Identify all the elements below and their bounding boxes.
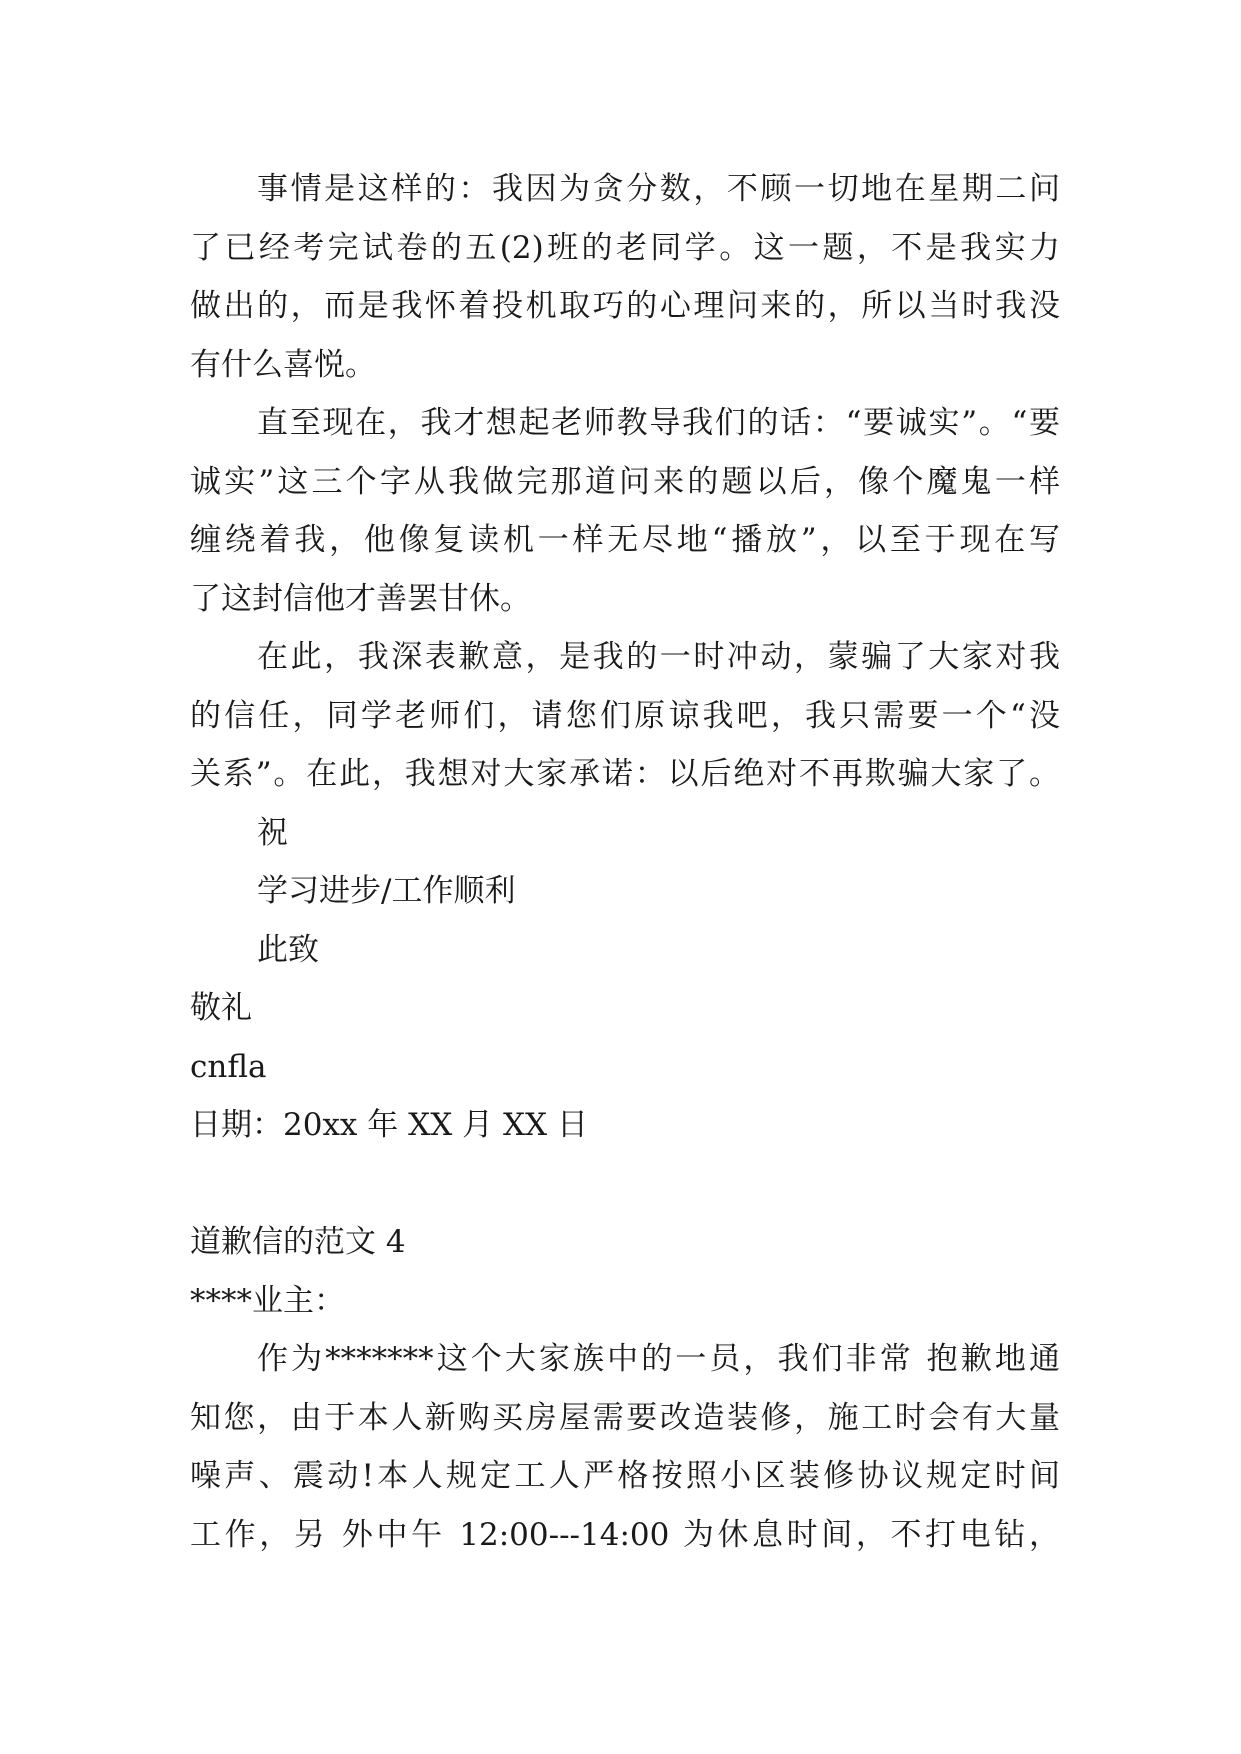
- section-gap: [190, 1155, 1060, 1214]
- salutation: ****业主：: [190, 1282, 345, 1319]
- text-line: 的信任，同学老师们，请您们原谅我吧，我只需要一个“没: [190, 697, 1060, 734]
- closing-zhu: 祝: [257, 814, 288, 851]
- text-line: 缠绕着我，他像复读机一样无尽地“播放”，以至于现在写: [190, 522, 1060, 558]
- paragraph-3: [190, 628, 1060, 804]
- paragraph-2: [190, 394, 1060, 628]
- document-content: [190, 160, 1060, 1564]
- text-line: 作为*******这个大家族中的一员，我们非常 抱歉地通: [257, 1341, 1060, 1377]
- text-line: 噪声、震动!本人规定工人严格按照小区装修协议规定时间: [190, 1458, 1060, 1494]
- closing-cizhi: 此致: [257, 931, 319, 968]
- letter-date: 日期：20xx 年 XX 月 XX 日: [190, 1107, 588, 1143]
- text-line: 有什么喜悦。: [190, 346, 376, 383]
- text-line: 在此，我深表歉意，是我的一时冲动，蒙骗了大家对我: [257, 639, 1060, 675]
- section-title: 道歉信的范文 4: [190, 1224, 406, 1260]
- text-line: 直至现在，我才想起老师教导我们的话：“要诚实”。“要: [257, 405, 1060, 441]
- text-line: 工作，另 外中午 12:00---14:00 为休息时间，不打电钻，: [190, 1516, 1060, 1553]
- text-line: 做出的，而是我怀着投机取巧的心理问来的，所以当时我没: [190, 288, 1060, 324]
- paragraph-1: [190, 160, 1060, 394]
- text-line: 事情是这样的：我因为贪分数，不顾一切地在星期二问: [257, 171, 1060, 207]
- text-line: 了已经考完试卷的五(2)班的老同学。这一题，不是我实力: [190, 229, 1060, 266]
- closing-wish: 学习进步/工作顺利: [257, 873, 516, 909]
- letter-closing: [190, 804, 1060, 1155]
- text-line: 关系”。在此，我想对大家承诺：以后绝对不再欺骗大家了。: [190, 756, 1060, 792]
- closing-jingli: 敬礼: [190, 990, 252, 1026]
- signature: cnfla: [190, 1048, 267, 1085]
- text-line: 诚实”这三个字从我做完那道问来的题以后，像个魔鬼一样: [190, 463, 1060, 500]
- paragraph-4: [190, 1330, 1060, 1564]
- text-line: 知您，由于本人新购买房屋需要改造装修，施工时会有大量: [190, 1399, 1060, 1436]
- text-line: 了这封信他才善罢甘休。: [190, 580, 531, 617]
